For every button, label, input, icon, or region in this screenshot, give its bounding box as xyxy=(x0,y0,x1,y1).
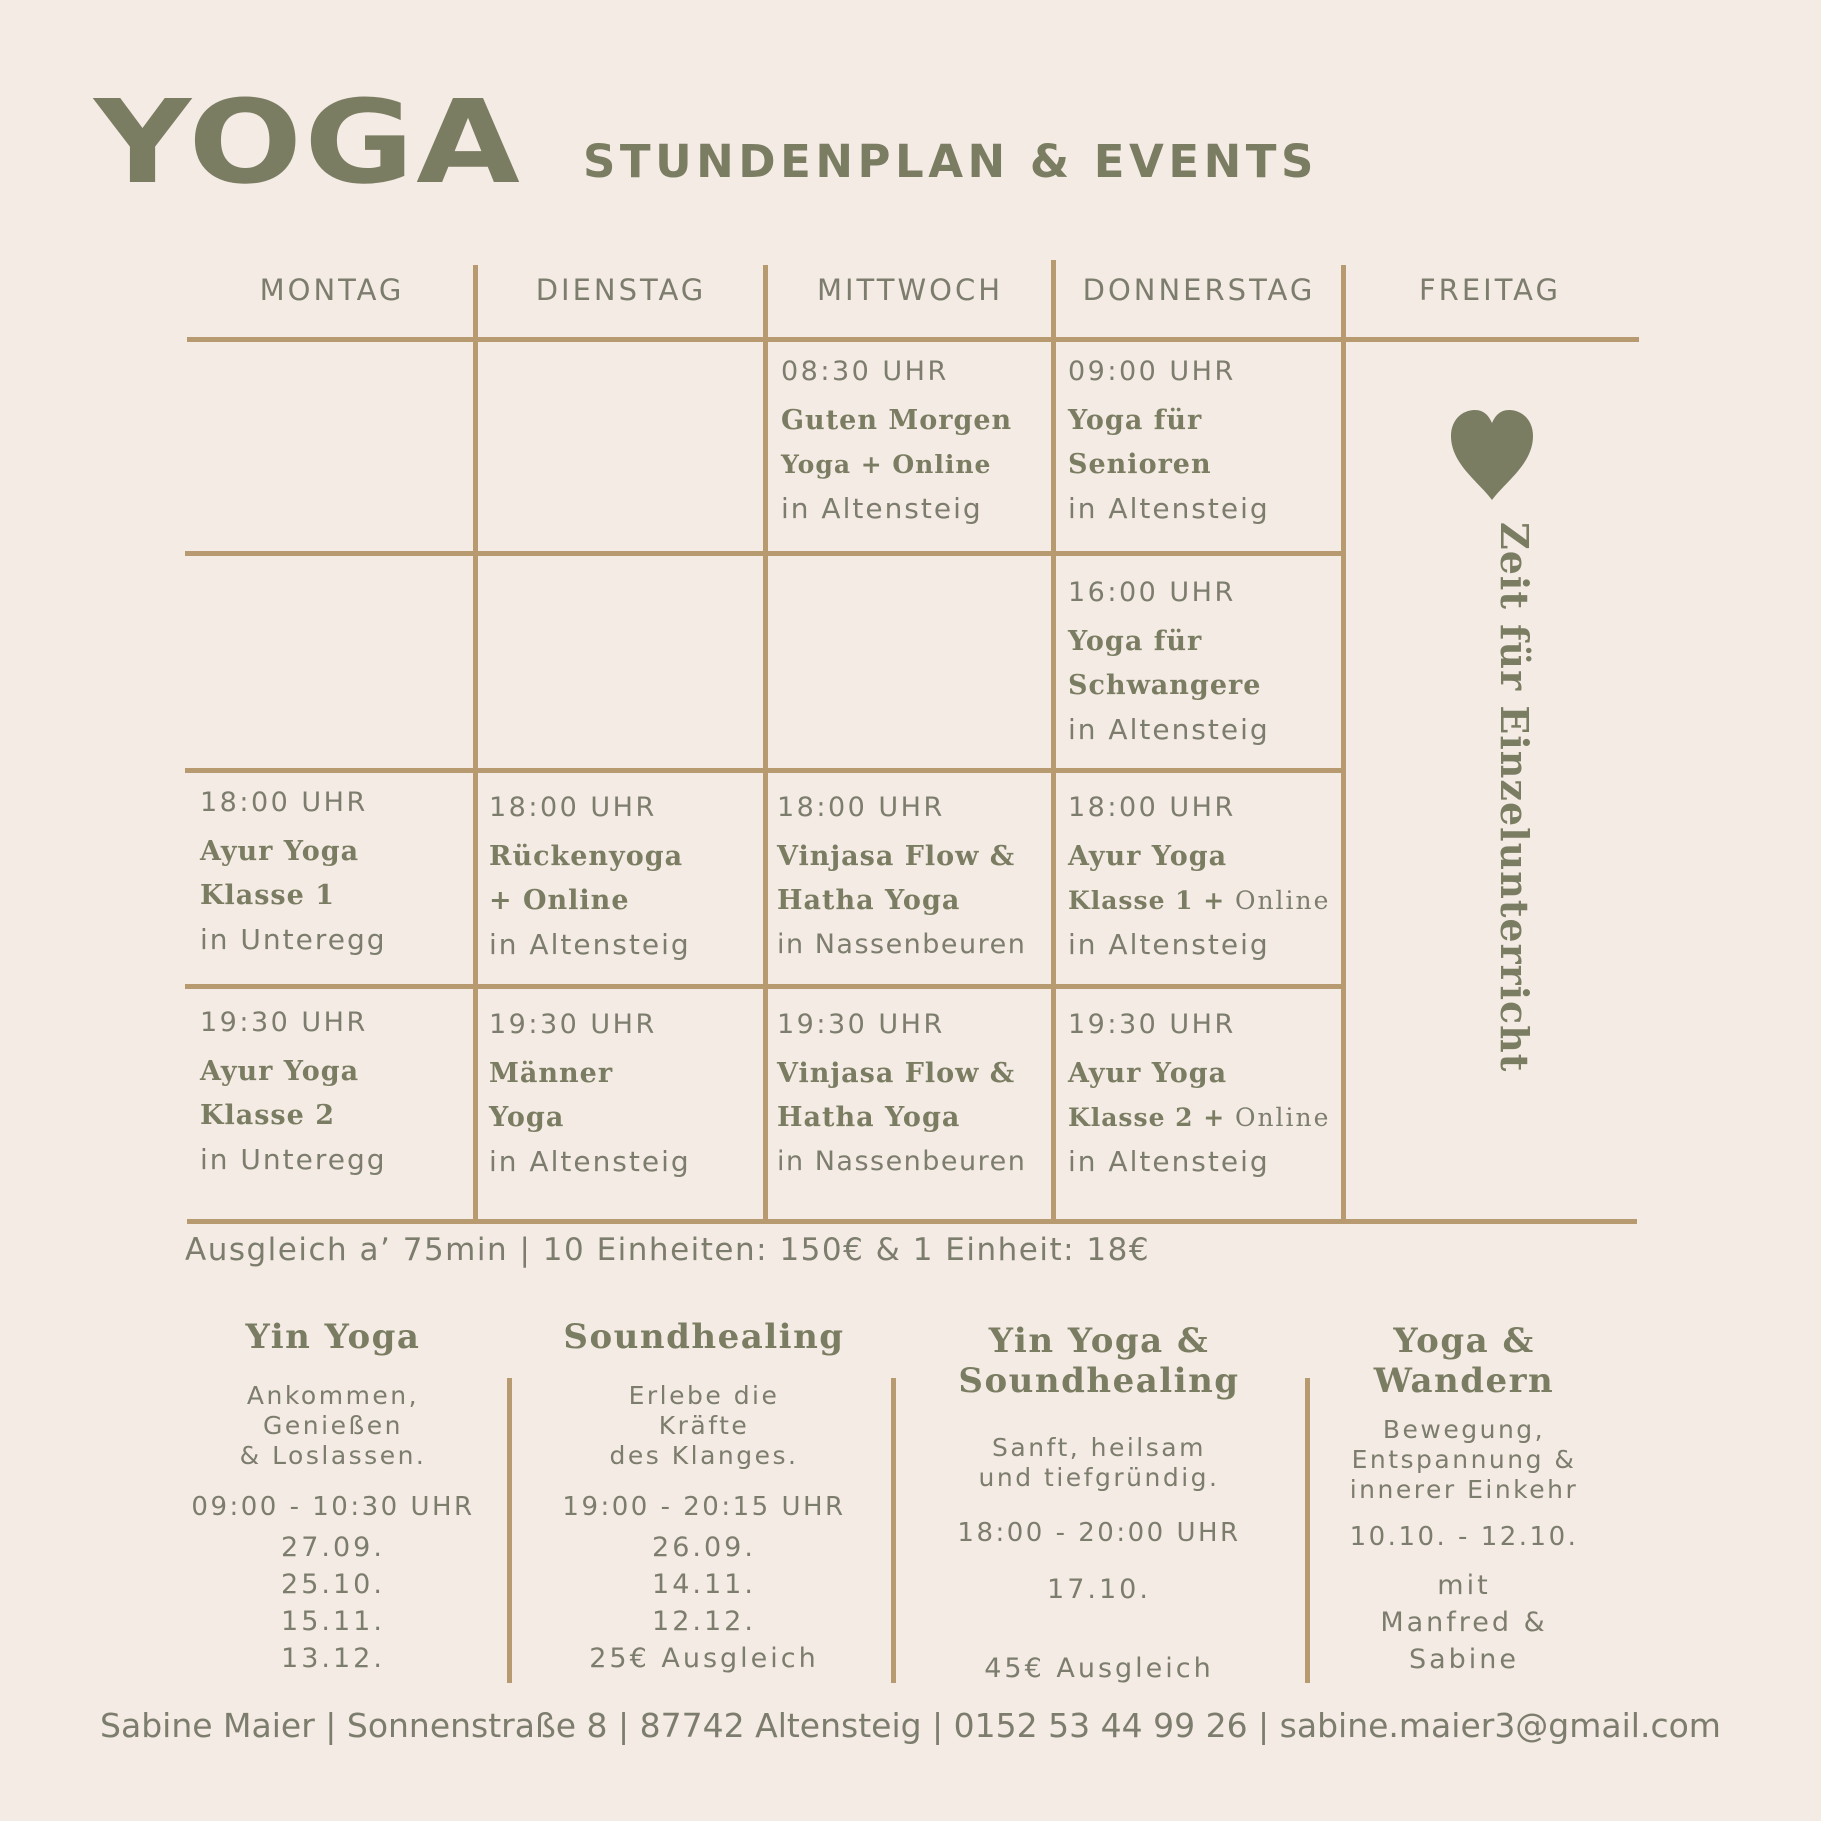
class-name: Vinjasa Flow & xyxy=(777,1058,1016,1089)
class-cell-tue-1800 xyxy=(489,791,764,967)
class-name: Männer xyxy=(489,1058,614,1089)
event-yoga-wandern xyxy=(1294,1321,1634,1678)
contact-footer: Sabine Maier | Sonnenstraße 8 | 87742 Altensteig | 0152 53 44 99 26 | sabine.maier3@gmail.com xyxy=(100,1706,1721,1745)
event-yin-yoga-soundhealing xyxy=(934,1321,1264,1687)
event-desc-line: & Loslassen. xyxy=(239,1441,427,1470)
class-time: 19:30 UHR xyxy=(200,1007,368,1038)
event-yin-yoga xyxy=(168,1317,498,1677)
event-desc-line: des Klanges. xyxy=(609,1441,799,1470)
event-title: Yin Yoga xyxy=(245,1317,421,1357)
class-cell-thu-1600 xyxy=(1068,576,1343,752)
event-desc-line: Genießen xyxy=(263,1411,403,1440)
heart-icon xyxy=(1449,408,1535,502)
class-cell-thu-0900 xyxy=(1068,355,1343,531)
class-location: in Altensteig xyxy=(781,492,983,525)
event-time: 09:00 - 10:30 UHR xyxy=(191,1492,475,1522)
event-date: 12.12. xyxy=(652,1606,756,1637)
class-name: Ayur Yoga xyxy=(200,836,360,867)
day-header-monday: MONTAG xyxy=(259,273,405,307)
class-cell-wed-0830 xyxy=(781,355,1056,531)
event-date: 27.09. xyxy=(281,1532,385,1563)
class-location: in Altensteig xyxy=(1068,928,1270,961)
event-date: 15.11. xyxy=(281,1606,385,1637)
class-name: Yoga für xyxy=(1068,626,1203,657)
class-name-line2: Klasse 2 xyxy=(200,1100,335,1131)
event-title-line2: Soundhealing xyxy=(958,1361,1240,1401)
class-location: in Altensteig xyxy=(1068,1145,1270,1178)
event-desc-line: Kräfte xyxy=(658,1411,750,1440)
class-time: 08:30 UHR xyxy=(781,356,949,387)
class-name-line2 xyxy=(1068,1096,1343,1140)
class-name-part: Klasse 1 + xyxy=(1068,886,1226,915)
event-divider-1 xyxy=(507,1378,512,1683)
class-cell-thu-1800 xyxy=(1068,791,1343,967)
page-title: YOGA xyxy=(94,75,522,210)
day-header-thursday: DONNERSTAG xyxy=(1082,273,1316,307)
class-location: in Altensteig xyxy=(1068,492,1270,525)
event-time: 10.10. - 12.10. xyxy=(1349,1522,1579,1552)
online-label: Online xyxy=(1234,1103,1331,1132)
class-location: in Nassenbeuren xyxy=(777,929,1027,960)
event-time: 19:00 - 20:15 UHR xyxy=(562,1492,846,1522)
event-desc-line: Sanft, heilsam xyxy=(992,1433,1206,1462)
event-divider-2 xyxy=(891,1378,896,1683)
event-title: Soundhealing xyxy=(563,1317,845,1357)
grid-line-bottom xyxy=(187,1219,1637,1224)
event-price: 25€ Ausgleich xyxy=(589,1643,819,1674)
event-desc-line: innerer Einkehr xyxy=(1349,1475,1579,1504)
class-name-line2: Yoga xyxy=(489,1102,565,1133)
event-date: 26.09. xyxy=(652,1532,756,1563)
class-cell-mon-1800 xyxy=(200,786,475,962)
event-desc-line: Erlebe die xyxy=(628,1381,780,1410)
class-cell-mon-1930 xyxy=(200,1006,475,1182)
day-header-friday: FREITAG xyxy=(1419,273,1561,307)
class-name-line2: Hatha Yoga xyxy=(777,885,961,916)
class-name: Ayur Yoga xyxy=(200,1056,360,1087)
class-time: 19:30 UHR xyxy=(489,1009,657,1040)
day-header-wednesday: MITTWOCH xyxy=(816,273,1004,307)
class-name-line2: Klasse 1 xyxy=(200,880,335,911)
class-time: 18:00 UHR xyxy=(489,792,657,823)
event-soundhealing xyxy=(539,1317,869,1677)
class-time: 18:00 UHR xyxy=(200,787,368,818)
grid-line-header xyxy=(187,337,1639,342)
class-name-line2: Hatha Yoga xyxy=(777,1102,961,1133)
class-cell-wed-1800 xyxy=(777,791,1052,967)
class-cell-thu-1930 xyxy=(1068,1008,1343,1184)
class-location: in Unteregg xyxy=(200,1143,387,1176)
class-name: Vinjasa Flow & xyxy=(777,841,1016,872)
class-name-line2: + Online xyxy=(489,885,630,916)
class-name: Guten Morgen xyxy=(781,405,1013,436)
class-time: 16:00 UHR xyxy=(1068,577,1236,608)
event-date: 25.10. xyxy=(281,1569,385,1600)
class-name: Ayur Yoga xyxy=(1068,841,1228,872)
class-location: in Altensteig xyxy=(1068,713,1270,746)
event-line: Sabine xyxy=(1408,1644,1520,1675)
class-time: 19:30 UHR xyxy=(1068,1009,1236,1040)
class-cell-tue-1930 xyxy=(489,1008,764,1184)
class-name-line2 xyxy=(1068,879,1343,923)
class-name: Yoga für xyxy=(1068,405,1203,436)
class-name: Ayur Yoga xyxy=(1068,1058,1228,1089)
class-location: in Altensteig xyxy=(489,928,691,961)
class-name-line2: Yoga + Online xyxy=(781,450,992,479)
event-line: mit xyxy=(1437,1570,1491,1601)
class-time: 18:00 UHR xyxy=(777,792,945,823)
event-title: Yoga & xyxy=(1393,1321,1535,1361)
event-desc-line: und tiefgründig. xyxy=(978,1463,1220,1492)
class-time: 09:00 UHR xyxy=(1068,356,1236,387)
class-name: Rückenyoga xyxy=(489,841,684,872)
price-note: Ausgleich a’ 75min | 10 Einheiten: 150€ & 1 Einheit: 18€ xyxy=(185,1232,1151,1268)
event-line: Manfred & xyxy=(1380,1607,1548,1638)
class-name-part: Klasse 2 + xyxy=(1068,1103,1226,1132)
day-header-tuesday: DIENSTAG xyxy=(535,273,707,307)
event-price: 45€ Ausgleich xyxy=(984,1653,1214,1684)
class-time: 19:30 UHR xyxy=(777,1009,945,1040)
event-time: 18:00 - 20:00 UHR xyxy=(957,1518,1241,1548)
class-location: in Altensteig xyxy=(489,1145,691,1178)
class-name-line2: Senioren xyxy=(1068,449,1212,480)
event-date: 14.11. xyxy=(652,1569,756,1600)
event-title-line2: Wandern xyxy=(1373,1361,1555,1401)
class-cell-wed-1930 xyxy=(777,1008,1052,1184)
event-title: Yin Yoga & xyxy=(988,1321,1210,1361)
event-desc-line: Bewegung, xyxy=(1382,1415,1546,1444)
class-location: in Nassenbeuren xyxy=(777,1146,1027,1177)
page-subtitle: STUNDENPLAN & EVENTS xyxy=(583,135,1318,188)
class-location: in Unteregg xyxy=(200,923,387,956)
friday-note: Zeit für Einzelunterricht xyxy=(1492,522,1537,1073)
event-date: 13.12. xyxy=(281,1643,385,1674)
class-name-line2: Schwangere xyxy=(1068,670,1262,701)
event-date: 17.10. xyxy=(1047,1574,1151,1605)
class-time: 18:00 UHR xyxy=(1068,792,1236,823)
event-desc-line: Ankommen, xyxy=(246,1381,420,1410)
online-label: Online xyxy=(1234,886,1331,915)
event-desc-line: Entspannung & xyxy=(1351,1445,1577,1474)
